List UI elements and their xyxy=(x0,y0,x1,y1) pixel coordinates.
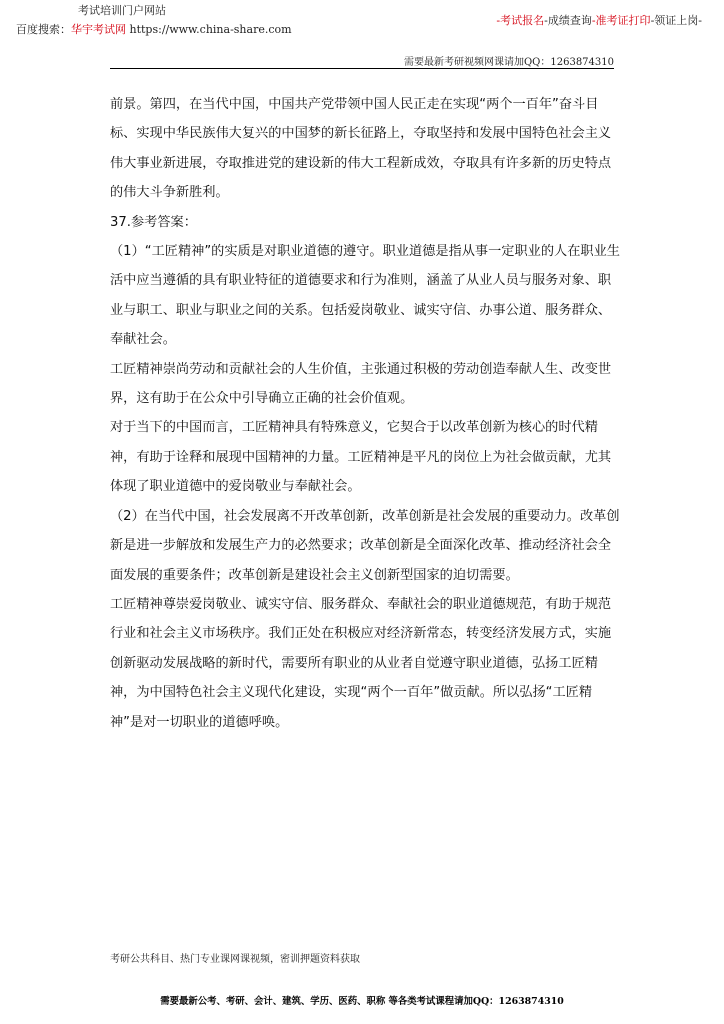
search-label: 百度搜索： xyxy=(16,23,71,36)
link-score-query[interactable]: -成绩查询 xyxy=(544,14,592,27)
link-exam-registration[interactable]: -考试报名 xyxy=(496,14,545,27)
paragraph: （2）在当代中国，社会发展离不开改革创新，改革创新是社会发展的重要动力。改革创新是进一步解放和发展生产力的必然要求；改革创新是全面深化改革、推动经济社会全面发展的重要条件；改革创新是建设社会主义创新型国家的迫切需要。 xyxy=(110,508,620,583)
header-quick-links xyxy=(496,12,702,28)
paragraph: 工匠精神尊崇爱岗敬业、诚实守信、服务群众、奉献社会的职业道德规范，有助于规范行业和社会主义市场秩序。我们正处在积极应对经济新常态，转变经济发展方式，实施创新驱动发展战略的新时代，需要所有职业的从业者自觉遵守职业道德，弘扬工匠精神，为中国特色社会主义现代化建设，实现“两个一百年”做贡献。所以弘扬“工匠精神”是对一切职业的道德呼唤。 xyxy=(110,596,612,730)
link-admission-ticket[interactable]: -准考证打印 xyxy=(591,14,651,27)
search-brand-link[interactable]: 华宇考试网 xyxy=(71,23,126,36)
header-divider xyxy=(110,68,614,69)
paragraph: （1）“工匠精神”的实质是对职业道德的遵守。职业道德是指从事一定职业的人在职业生活中应当遵循的具有职业特征的道德要求和行为准则，涵盖了从业人员与服务对象、职业与职工、职业与职业之间的关系。包括爱岗敬业、诚实守信、办事公道、服务群众、奉献社会。 xyxy=(110,244,620,348)
header-qq-note: 需要最新考研视频网课请加QQ：1263874310 xyxy=(403,57,614,68)
paragraph: 前景。第四，在当代中国，中国共产党带领中国人民正走在实现“两个一百年”奋斗目标、实现中华民族伟大复兴的中国梦的新长征路上，夺取坚持和发展中国特色社会主义伟大事业新进展，夺取推进党的建设新的伟大工程新成效，夺取具有许多新的历史特点的伟大斗争新胜利。 xyxy=(110,97,612,201)
header-portal-title: 考试培训门户网站 xyxy=(78,4,166,17)
document-body xyxy=(110,90,622,737)
site-url-link[interactable]: https://www.china-share.com xyxy=(129,23,292,36)
header-search-line xyxy=(16,21,292,37)
paragraph: 工匠精神崇尚劳动和贡献社会的人生价值，主张通过积极的劳动创造奉献人生、改变世界，这有助于在公众中引导确立正确的社会价值观。 xyxy=(110,361,612,407)
paragraph: 对于当下的中国而言，工匠精神具有特殊意义，它契合于以改革创新为核心的时代精神，有助于诠释和展现中国精神的力量。工匠精神是平凡的岗位上为社会做贡献，尤其体现了职业道德中的爱岗敬业与奉献社会。 xyxy=(110,420,612,495)
footer-contact: 需要最新公考、考研、会计、建筑、学历、医药、职称 等各类考试课程请加QQ：1263874310 xyxy=(160,996,564,1007)
answer-heading: 37.参考答案： xyxy=(110,214,197,230)
footer-note: 考研公共科目、热门专业课网课视频，密训押题资料获取 xyxy=(110,954,360,965)
link-certificate[interactable]: -领证上岗- xyxy=(650,14,702,27)
